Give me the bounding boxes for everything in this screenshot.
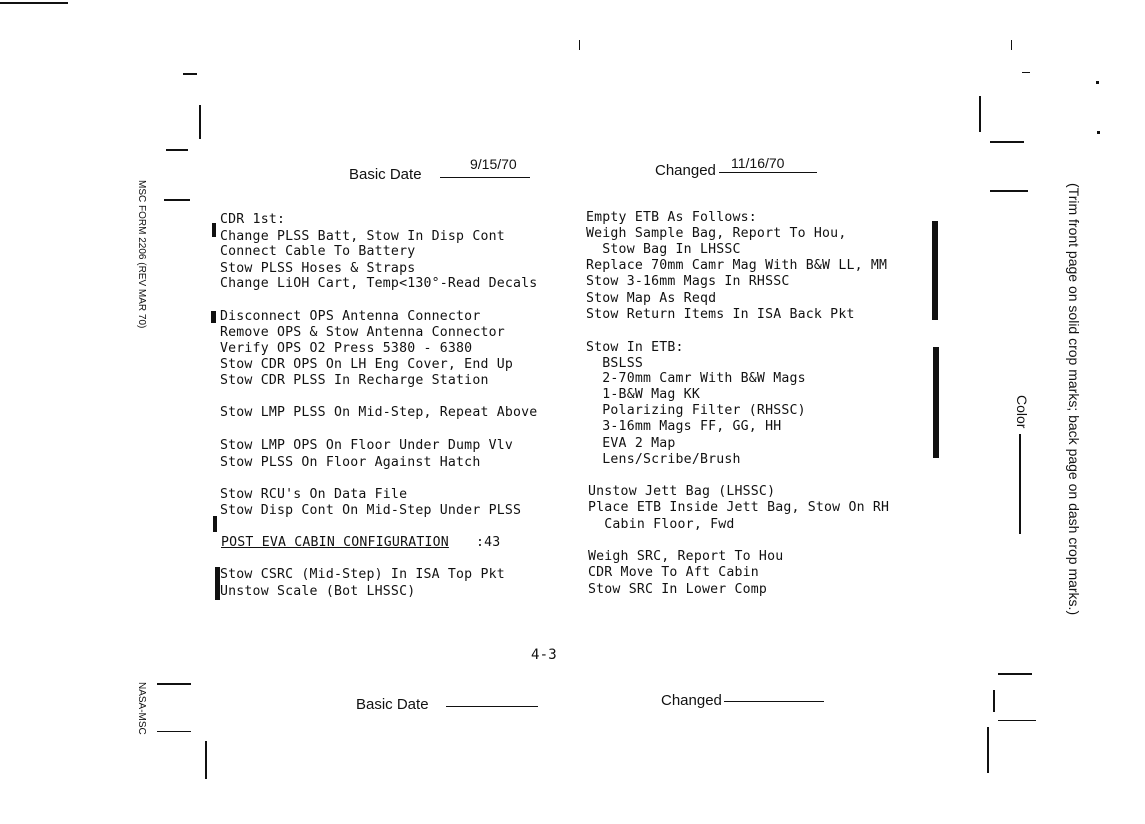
crop-mark — [987, 727, 989, 773]
list-item: Stow CDR OPS On LH Eng Cover, End Up — [220, 357, 514, 372]
changed-date-value: 11/16/70 — [731, 155, 785, 171]
list-item: Unstow Scale (Bot LHSSC) — [220, 584, 416, 599]
list-item: Stow In ETB: — [586, 340, 684, 355]
footer-changed-label: Changed — [661, 692, 722, 709]
change-bar — [212, 223, 216, 237]
list-item: CDR 1st: — [220, 212, 286, 227]
change-bar — [933, 347, 939, 458]
list-item: Empty ETB As Follows: — [586, 210, 757, 225]
basic-date-underline — [440, 177, 530, 178]
list-item: Stow Return Items In ISA Back Pkt — [586, 307, 855, 322]
crop-mark — [990, 141, 1024, 143]
list-item: Stow PLSS Hoses & Straps — [220, 261, 416, 276]
section-title: POST EVA CABIN CONFIGURATION — [221, 535, 449, 550]
list-item: Verify OPS O2 Press 5380 - 6380 — [220, 341, 473, 356]
crop-mark — [998, 720, 1036, 721]
list-item: Stow 3-16mm Mags In RHSSC — [586, 274, 790, 289]
crop-mark — [1096, 81, 1099, 84]
changed-label: Changed — [655, 162, 716, 179]
list-item: Stow Disp Cont On Mid-Step Under PLSS — [220, 503, 522, 518]
change-bar — [932, 221, 938, 320]
crop-mark — [998, 673, 1032, 675]
list-item: 2-70mm Camr With B&W Mags — [586, 371, 806, 386]
list-item: Change LiOH Cart, Temp<130°-Read Decals — [220, 276, 538, 291]
list-item: Place ETB Inside Jett Bag, Stow On RH — [588, 500, 890, 515]
list-item: Lens/Scribe/Brush — [586, 452, 741, 467]
list-item: BSLSS — [586, 356, 643, 371]
footer-changed-line — [724, 701, 824, 702]
list-item: Connect Cable To Battery — [220, 244, 416, 259]
page-number: 4-3 — [531, 647, 557, 663]
list-item: Disconnect OPS Antenna Connector — [220, 309, 481, 324]
crop-mark — [1097, 131, 1100, 134]
crop-mark — [183, 73, 197, 75]
list-item: 1-B&W Mag KK — [586, 387, 700, 402]
section-time: :43 — [476, 535, 501, 550]
footer-basic-date-line — [446, 706, 538, 707]
list-item: Stow CSRC (Mid-Step) In ISA Top Pkt — [220, 567, 505, 582]
footer-basic-date-label: Basic Date — [356, 696, 429, 713]
list-item: Stow LMP OPS On Floor Under Dump Vlv — [220, 438, 514, 453]
list-item: 3-16mm Mags FF, GG, HH — [586, 419, 782, 434]
nasa-msc-label: NASA-MSC — [136, 682, 147, 735]
basic-date-value: 9/15/70 — [470, 156, 517, 172]
crop-mark — [157, 731, 191, 732]
list-item: Polarizing Filter (RHSSC) — [586, 403, 806, 418]
list-item: Remove OPS & Stow Antenna Connector — [220, 325, 505, 340]
list-item: Stow PLSS On Floor Against Hatch — [220, 455, 481, 470]
change-bar — [215, 567, 220, 600]
crop-mark — [166, 149, 188, 151]
crop-mark — [0, 2, 68, 4]
crop-mark — [199, 105, 201, 139]
crop-mark — [993, 690, 995, 712]
basic-date-label: Basic Date — [349, 166, 422, 183]
list-item: Stow Bag In LHSSC — [586, 242, 741, 257]
list-item: Weigh Sample Bag, Report To Hou, — [586, 226, 847, 241]
form-id-label: MSC FORM 2206 (REV MAR 70) — [136, 180, 147, 329]
crop-mark — [205, 741, 207, 779]
crop-mark — [164, 199, 190, 201]
crop-mark — [1022, 72, 1030, 73]
list-item: Change PLSS Batt, Stow In Disp Cont — [220, 229, 505, 244]
list-item: EVA 2 Map — [586, 436, 676, 451]
list-item: Stow SRC In Lower Comp — [588, 582, 768, 597]
crop-mark — [157, 683, 191, 685]
color-line — [1019, 434, 1021, 534]
crop-mark — [1011, 40, 1012, 50]
list-item: CDR Move To Aft Cabin — [588, 565, 759, 580]
list-item: Stow LMP PLSS On Mid-Step, Repeat Above — [220, 405, 538, 420]
crop-mark — [579, 40, 580, 50]
list-item: Stow CDR PLSS In Recharge Station — [220, 373, 489, 388]
list-item: Cabin Floor, Fwd — [588, 517, 735, 532]
crop-mark — [990, 190, 1028, 192]
change-bar — [211, 311, 216, 323]
change-bar — [213, 516, 217, 532]
color-label: Color — [1014, 395, 1030, 429]
trim-note: (Trim front page on solid crop marks; back page on dash crop marks.) — [1066, 183, 1082, 616]
list-item: Weigh SRC, Report To Hou — [588, 549, 784, 564]
list-item: Stow RCU's On Data File — [220, 487, 408, 502]
list-item: Replace 70mm Camr Mag With B&W LL, MM — [586, 258, 888, 273]
changed-date-underline — [719, 172, 817, 173]
crop-mark — [979, 96, 981, 132]
list-item: Unstow Jett Bag (LHSSC) — [588, 484, 776, 499]
list-item: Stow Map As Reqd — [586, 291, 717, 306]
